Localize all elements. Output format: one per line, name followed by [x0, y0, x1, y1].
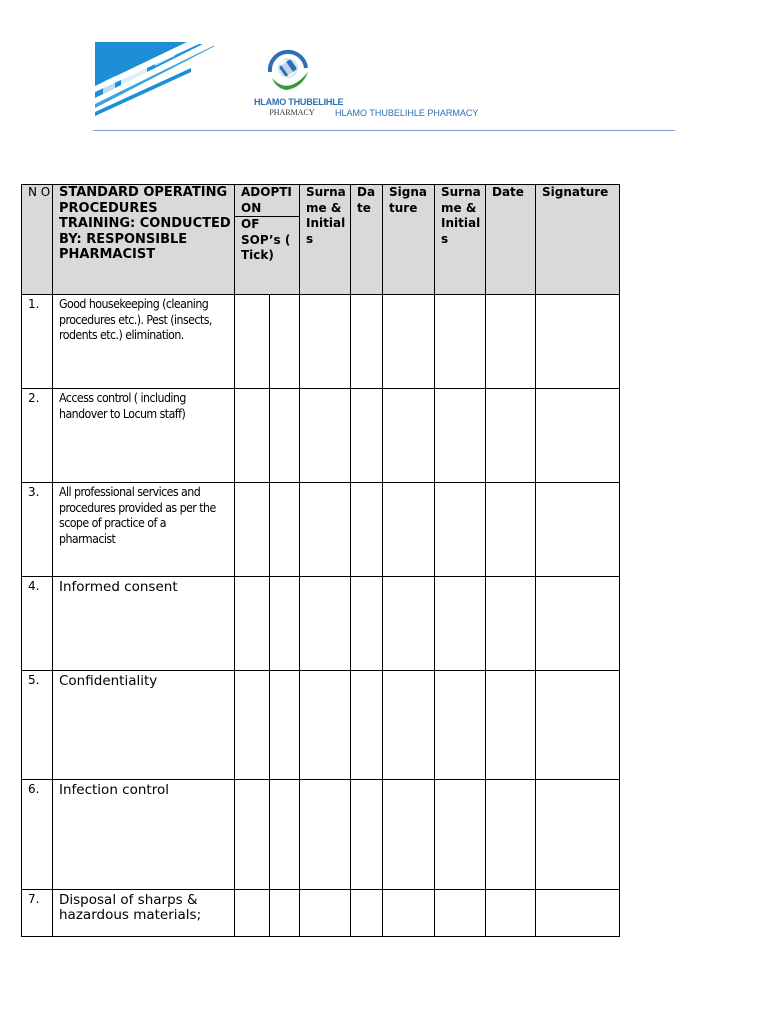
surname-cell-2[interactable] [435, 577, 486, 671]
row-procedure [53, 483, 235, 577]
signature-cell-1[interactable] [383, 890, 435, 937]
date-cell-1[interactable] [351, 483, 383, 577]
date-cell-1[interactable] [351, 389, 383, 483]
date-cell-1[interactable] [351, 577, 383, 671]
signature-cell-1[interactable] [383, 780, 435, 890]
surname-cell-1[interactable] [300, 295, 351, 389]
date-cell-2[interactable] [486, 483, 536, 577]
row-procedure-text: Confidentiality [59, 673, 158, 689]
row-procedure [53, 780, 235, 890]
row-procedure-text: All professional services and procedures provided as per the scope of practice of a pharmacist [59, 485, 216, 546]
surname-cell-1[interactable] [300, 389, 351, 483]
sop-training-table [21, 184, 620, 937]
header-sop-title: STANDARD OPERATING PROCEDURES TRAINING: CONDUCTED BY: RESPONSIBLE PHARMACIST [53, 185, 235, 295]
header-surname-initials-2: Surna me & Initial s [435, 185, 486, 295]
date-cell-2[interactable] [486, 890, 536, 937]
tick-cell-a[interactable] [235, 671, 270, 780]
date-cell-2[interactable] [486, 577, 536, 671]
signature-cell-1[interactable] [383, 577, 435, 671]
row-procedure [53, 389, 235, 483]
tick-cell-a[interactable] [235, 389, 270, 483]
header-signature-1: Signa ture [383, 185, 435, 295]
header-divider [93, 130, 675, 131]
row-procedure-text: Infection control [59, 782, 169, 798]
surname-cell-1[interactable] [300, 483, 351, 577]
row-procedure [53, 671, 235, 780]
signature-cell-2[interactable] [536, 890, 620, 937]
surname-cell-1[interactable] [300, 577, 351, 671]
row-number: 3. [22, 483, 53, 577]
surname-cell-2[interactable] [435, 780, 486, 890]
row-procedure-text: Access control ( including handover to Locum staff) [59, 391, 186, 421]
row-number: 6. [22, 780, 53, 890]
surname-cell-2[interactable] [435, 389, 486, 483]
pharmacy-name: HLAMO THUBELIHLE PHARMACY [335, 108, 479, 118]
table-row [22, 671, 620, 780]
surname-cell-2[interactable] [435, 890, 486, 937]
surname-cell-1[interactable] [300, 890, 351, 937]
date-cell-2[interactable] [486, 780, 536, 890]
header-date-1: Da te [351, 185, 383, 295]
row-procedure-text: Good housekeeping (cleaning procedures etc.). Pest (insects, rodents etc.) elimination. [59, 297, 212, 342]
row-number: 1. [22, 295, 53, 389]
tick-cell-b[interactable] [270, 295, 300, 389]
tick-cell-a[interactable] [235, 780, 270, 890]
tick-cell-b[interactable] [270, 780, 300, 890]
tick-cell-a[interactable] [235, 890, 270, 937]
pharmacy-logo-icon [262, 46, 314, 96]
tick-cell-a[interactable] [235, 577, 270, 671]
date-cell-1[interactable] [351, 890, 383, 937]
logo-name-text: HLAMO THUBELIHLE [254, 97, 344, 107]
row-number: 7. [22, 890, 53, 937]
surname-cell-2[interactable] [435, 483, 486, 577]
row-procedure-text: Disposal of sharps & hazardous materials; [59, 892, 202, 923]
tick-cell-a[interactable] [235, 295, 270, 389]
tick-cell-b[interactable] [270, 890, 300, 937]
signature-cell-2[interactable] [536, 389, 620, 483]
table-row [22, 890, 620, 937]
signature-cell-1[interactable] [383, 295, 435, 389]
surname-cell-2[interactable] [435, 671, 486, 780]
date-cell-2[interactable] [486, 389, 536, 483]
row-number: 2. [22, 389, 53, 483]
tick-cell-b[interactable] [270, 577, 300, 671]
row-number: 4. [22, 577, 53, 671]
table-row [22, 295, 620, 389]
table-row [22, 577, 620, 671]
tick-cell-a[interactable] [235, 483, 270, 577]
date-cell-1[interactable] [351, 780, 383, 890]
decorative-stripes-graphic [95, 42, 217, 120]
date-cell-1[interactable] [351, 671, 383, 780]
signature-cell-1[interactable] [383, 389, 435, 483]
surname-cell-2[interactable] [435, 295, 486, 389]
document-header [0, 0, 768, 140]
header-adoption-bottom: OF SOP’s ( Tick) [235, 217, 300, 295]
signature-cell-2[interactable] [536, 671, 620, 780]
table-row [22, 483, 620, 577]
signature-cell-1[interactable] [383, 671, 435, 780]
header-date-2: Date [486, 185, 536, 295]
header-adoption-top: ADOPTI ON [235, 185, 300, 217]
header-signature-2: Signature [536, 185, 620, 295]
signature-cell-2[interactable] [536, 295, 620, 389]
date-cell-2[interactable] [486, 295, 536, 389]
signature-cell-1[interactable] [383, 483, 435, 577]
row-procedure [53, 577, 235, 671]
surname-cell-1[interactable] [300, 780, 351, 890]
date-cell-2[interactable] [486, 671, 536, 780]
row-number: 5. [22, 671, 53, 780]
tick-cell-b[interactable] [270, 389, 300, 483]
surname-cell-1[interactable] [300, 671, 351, 780]
tick-cell-b[interactable] [270, 483, 300, 577]
signature-cell-2[interactable] [536, 780, 620, 890]
logo-subtitle-text: PHARMACY [269, 108, 315, 117]
header-no: N O [22, 185, 53, 295]
table-row [22, 780, 620, 890]
tick-cell-b[interactable] [270, 671, 300, 780]
row-procedure [53, 890, 235, 937]
signature-cell-2[interactable] [536, 577, 620, 671]
signature-cell-2[interactable] [536, 483, 620, 577]
table-row [22, 389, 620, 483]
row-procedure-text: Informed consent [59, 579, 178, 595]
date-cell-1[interactable] [351, 295, 383, 389]
row-procedure [53, 295, 235, 389]
header-surname-initials-1: Surna me & Initial s [300, 185, 351, 295]
